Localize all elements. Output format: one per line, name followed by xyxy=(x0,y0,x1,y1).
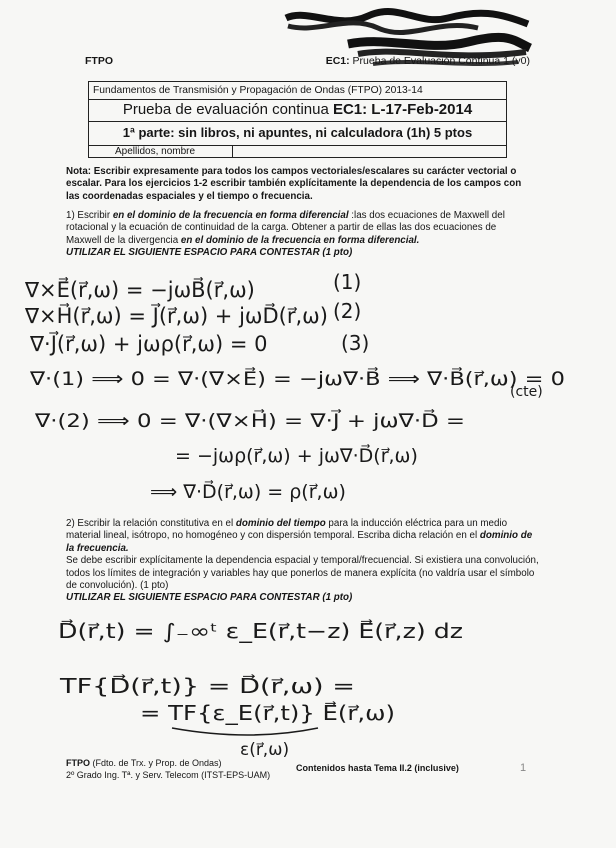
hw-l11: ε(r⃗,ω) xyxy=(240,740,290,760)
hw-n2: (2) xyxy=(333,299,362,323)
footer-center: Contenidos hasta Tema II.2 (inclusive) xyxy=(296,763,459,773)
footer-l2: 2º Grado Ing. Tª. y Serv. Telecom (ITST-EPS-UAM) xyxy=(66,770,271,780)
hw-n3: (3) xyxy=(341,331,370,355)
hw-eq1: ∇×E⃗(r⃗,ω) = −jωB⃗(r⃗,ω) xyxy=(25,278,255,302)
page-number: 1 xyxy=(520,762,527,774)
exam-title xyxy=(89,99,506,122)
q2-text-2: dominio del tiempo xyxy=(235,518,326,529)
q1-text-2: en el dominio de la frecuencia en forma diferencial xyxy=(112,210,349,221)
hw-eq2: ∇×H⃗(r⃗,ω) = J⃗(r⃗,ω) + jωD⃗(r⃗,ω) xyxy=(25,304,328,328)
hw-l5: ∇·(2) ⟹ 0 = ∇·(∇×H⃗) = ∇·J⃗ + jω∇·D⃗ = xyxy=(35,410,394,432)
q2-answer-label: UTILIZAR EL SIGUIENTE ESPACIO PARA CONTESTAR (1 pto) xyxy=(66,592,353,604)
hw-cte: (cte) xyxy=(510,384,543,400)
question-1 xyxy=(66,210,528,260)
q2-text-4: dominio de la frecuencia. xyxy=(66,530,533,554)
exam-title-bold: EC1: L-17-Feb-2014 xyxy=(332,101,473,118)
title-box xyxy=(88,81,507,158)
header-right-prefix: EC1: xyxy=(325,55,350,67)
q2-text-3: para la inducción eléctrica para un medio material lineal, isótropo, no homogéneo y con dispersión temporal. Escriba dicha relación en el xyxy=(66,518,508,542)
hw-n1: (1) xyxy=(333,270,362,294)
exam-title-prefix: Prueba de evaluación continua xyxy=(122,101,333,118)
name-label: Apellidos, nombre xyxy=(115,146,196,157)
header-right-text: Prueba de Evaluación Continua 1 (v0) xyxy=(352,55,530,67)
hw-underbrace xyxy=(172,728,318,735)
hw-l8: D⃗(r⃗,t) = ∫₋∞ᵗ ε_E(r⃗,t−z) E⃗(r⃗,z) dz xyxy=(58,619,463,643)
hw-l10: = TF{ε_E(r⃗,t)} E⃗(r⃗,ω) xyxy=(140,701,395,725)
exam-subtitle: 1ª parte: sin libros, ni apuntes, ni calculadora (1h) 5 ptos xyxy=(89,121,506,146)
header-right xyxy=(326,55,530,67)
footer-left xyxy=(66,757,270,781)
note-text: Nota: Escribir expresamente para todos los campos vectoriales/escalares su carácter vectorial o escalar. Para los ejercicios 1-2 escribir también explícitamente la dependencia de los campos con las coordenadas espaciales y el tiempo o frecuencia. xyxy=(66,166,522,202)
q1-text-1: 1) Escribir xyxy=(66,210,113,221)
footer-l1-bold: FTPO xyxy=(66,758,90,768)
question-2 xyxy=(66,518,540,605)
hw-l4: ∇·(1) ⟹ 0 = ∇·(∇×E⃗) = −jω∇·B⃗ ⟹ ∇·B⃗(r⃗,ω) = 0 xyxy=(30,368,482,390)
hw-l9: TF{D⃗(r⃗,t)} = D⃗(r⃗,ω) = xyxy=(58,674,356,698)
hw-eq3: ∇·J⃗(r⃗,ω) + jωρ(r⃗,ω) = 0 xyxy=(30,332,268,356)
q1-answer-label: UTILIZAR EL SIGUIENTE ESPACIO PARA CONTESTAR (1 pto) xyxy=(66,247,353,259)
hw-l6: = −jωρ(r⃗,ω) + jω∇·D⃗(r⃗,ω) xyxy=(175,445,418,467)
name-field[interactable] xyxy=(232,145,233,158)
q1-text-3: :las dos ecuaciones de Maxwell del rotacional y la ecuación de continuidad de la carga. Obtener a partir de ellas las dos ecuaciones de Maxwell de la divergencia xyxy=(66,210,505,246)
q2-text-1: 2) Escribir la relación constitutiva en el xyxy=(66,518,236,529)
footer-l1-rest: (Fdto. de Trx. y Prop. de Ondas) xyxy=(90,758,222,768)
q1-text-4: en el dominio de la frecuencia en forma diferencial. xyxy=(180,234,420,246)
q2-text-5: Se debe escribir explícitamente la dependencia espacial y temporal/frecuencial. Si existiera una convolución, todos los límites de integración y variables hay que ponerlos de manera explícita (no valdría usar el símbolo de convolución). (1 pto) xyxy=(66,555,539,592)
header-left: FTPO xyxy=(85,55,113,67)
course-name: Fundamentos de Transmisión y Propagación de Ondas (FTPO) 2013-14 xyxy=(89,82,506,100)
hw-l7: ⟹ ∇·D⃗(r⃗,ω) = ρ(r⃗,ω) xyxy=(150,481,346,503)
name-row xyxy=(89,145,506,158)
